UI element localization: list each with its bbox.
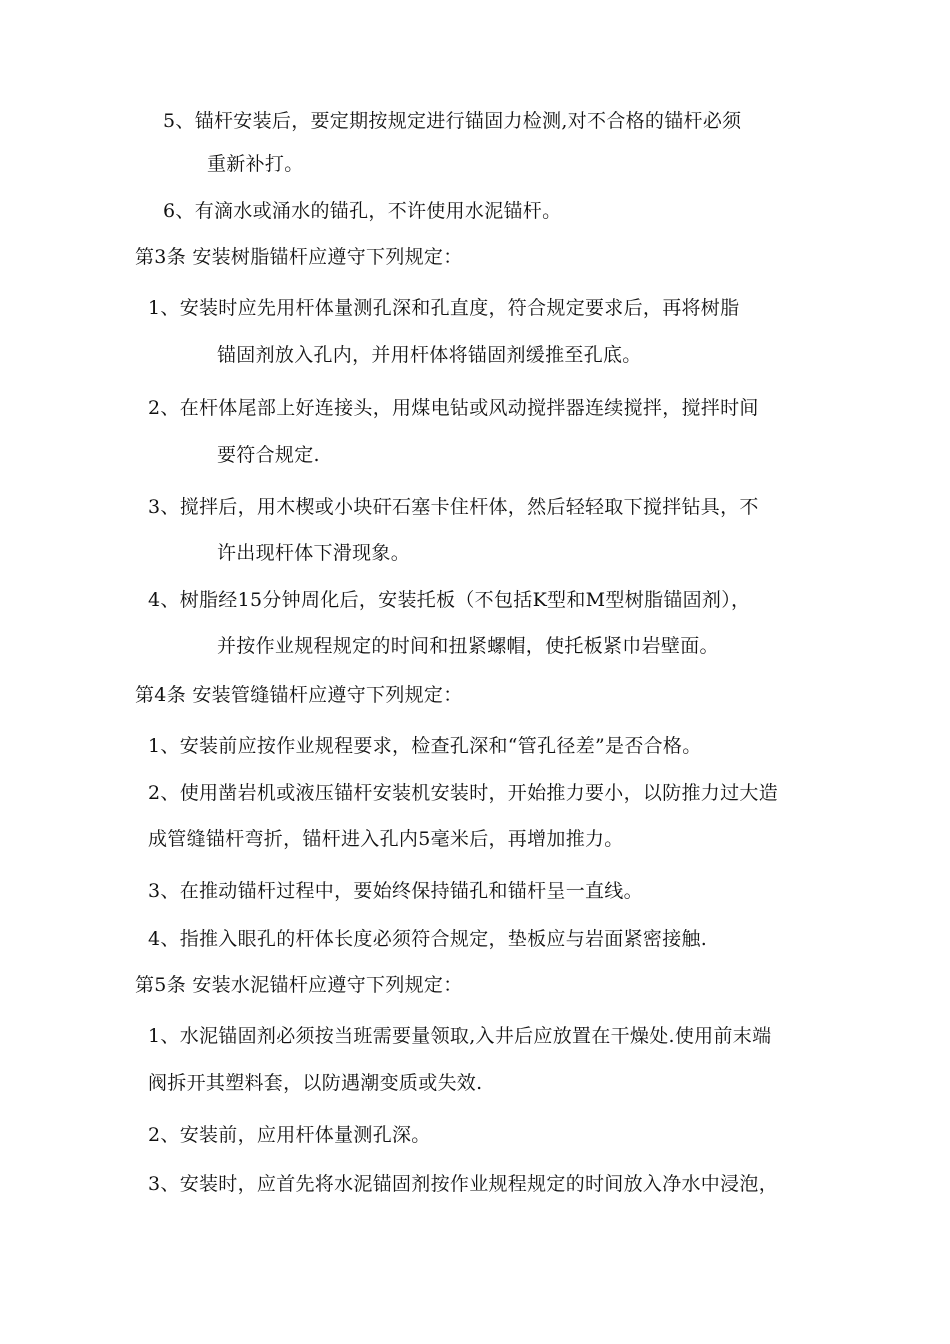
paragraph-line: 4、指推入眼孔的杆体长度必须符合规定，垫板应与岩面紧密接触.: [148, 928, 708, 950]
paragraph-line: 1、水泥锚固剂必须按当班需要量领取,入井后应放置在干燥处.使用前末端: [148, 1025, 772, 1047]
paragraph-line: 3、在推动锚杆过程中，要始终保持锚孔和锚杆呈一直线。: [148, 880, 643, 902]
paragraph-line: 3、搅拌后，用木楔或小块矸石塞卡住杆体，然后轻轻取下搅拌钻具，不: [148, 496, 759, 518]
paragraph-line: 6、有滴水或涌水的锚孔，不许使用水泥锚杆。: [163, 200, 562, 222]
paragraph-line: 2、在杆体尾部上好连接头，用煤电钻或风动搅拌器连续搅拌，搅拌时间: [148, 397, 759, 419]
paragraph-line: 重新补打。: [207, 153, 304, 175]
paragraph-line: 1、安装前应按作业规程要求，检查孔深和“管孔径差”是否合格。: [148, 735, 702, 757]
paragraph-line: 并按作业规程规定的时间和扭紧螺帽，使托板紧巾岩壁面。: [217, 635, 719, 657]
paragraph-line: 要符合规定.: [217, 444, 320, 466]
section-heading: 第4条 安装管缝锚杆应遵守下列规定：: [135, 684, 463, 706]
paragraph-line: 2、使用凿岩机或液压锚杆安装机安装时，开始推力要小，以防推力过大造: [148, 782, 778, 804]
section-heading: 第3条 安装树脂锚杆应遵守下列规定：: [135, 246, 463, 268]
paragraph-line: 许出现杆体下滑现象。: [217, 542, 411, 564]
paragraph-line: 锚固剂放入孔内，并用杆体将锚固剂缓推至孔底。: [217, 344, 642, 366]
paragraph-line: 5、锚杆安装后，要定期按规定进行锚固力检测,对不合格的锚杆必须: [163, 110, 742, 132]
paragraph-line: 2、安装前，应用杆体量测孔深。: [148, 1124, 431, 1146]
section-heading: 第5条 安装水泥锚杆应遵守下列规定：: [135, 974, 463, 996]
paragraph-line: 阀拆开其塑料套，以防遇潮变质或失效.: [148, 1072, 483, 1094]
paragraph-line: 4、树脂经15分钟周化后，安装托板（不包括K型和M型树脂锚固剂），: [148, 589, 751, 611]
paragraph-line: 成管缝锚杆弯折，锚杆进入孔内5毫米后，再增加推力。: [148, 828, 624, 850]
paragraph-line: 1、安装时应先用杆体量测孔深和孔直度，符合规定要求后，再将树脂: [148, 297, 740, 319]
paragraph-line: 3、安装时，应首先将水泥锚固剂按作业规程规定的时间放入净水中浸泡，: [148, 1173, 778, 1195]
